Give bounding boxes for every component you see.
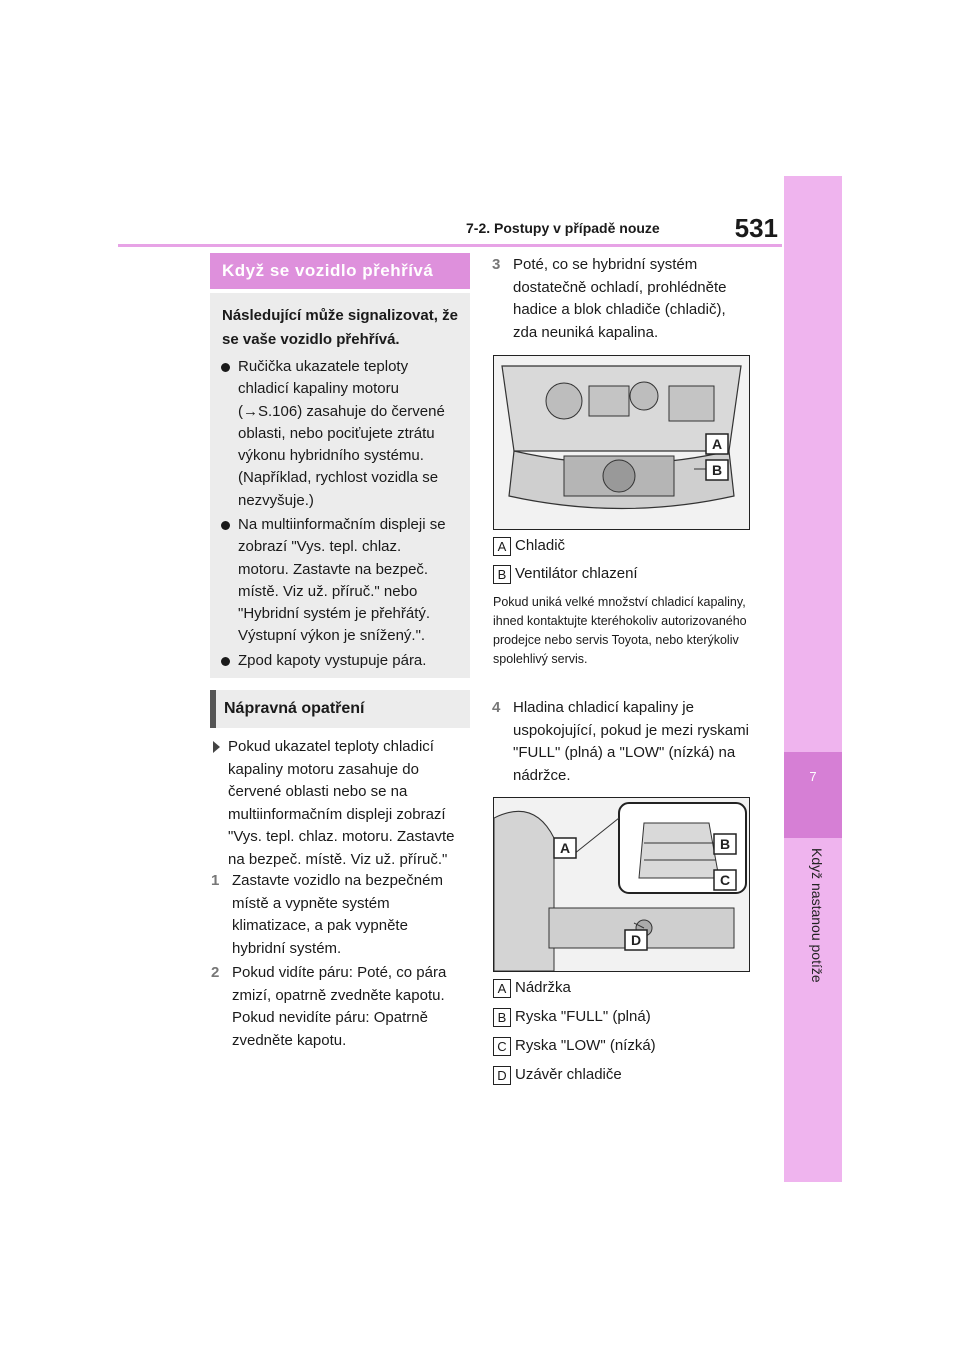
triangle-bullet-icon [213, 741, 220, 753]
overheat-heading: Když se vozidlo přehřívá [210, 253, 470, 289]
remedy-step-4 [492, 697, 749, 787]
label-text: Uzávěr chladiče [515, 1066, 622, 1083]
overheat-bullet-3 [238, 650, 460, 672]
overheat-bullet-2 [238, 514, 456, 648]
step-number: 2 [211, 964, 220, 981]
figure2-callout-c: C [719, 872, 731, 888]
remedy-step-2 [211, 962, 454, 1052]
remedy-condition-text: Pokud ukazatel teploty chladicí kapaliny motoru zasahuje do červené oblasti nebo se na multiinformačním displeji zobrazí "Vys. tepl. chlaz. motoru. Zastavte na bezpeč. místě. Viz už. příruč." [228, 738, 455, 868]
figure2-callout-a: A [559, 840, 571, 856]
step-text: Poté, co se hybridní systém dostatečně ochladí, prohlédněte hadice a blok chladiče (chladič), zda neuniká kapalina. [513, 256, 727, 341]
figure2-label-c [493, 1036, 656, 1056]
remedy-heading: Nápravná opatření [210, 690, 470, 728]
figure2-label-d [493, 1065, 622, 1085]
chapter-number: 7 [784, 752, 842, 838]
overheat-bullet-1 [238, 356, 456, 512]
label-text: Ryska "LOW" (nízká) [515, 1037, 656, 1054]
bullet-icon [221, 521, 230, 530]
label-letter: B [493, 565, 511, 584]
figure1-label-b [493, 564, 638, 584]
overheat-intro: Následující může signalizovat, že se vaše vozidlo přehřívá. [222, 307, 458, 348]
step-text: Pokud vidíte páru: Poté, co pára zmizí, opatrně zvedněte kapotu. Pokud nevidíte páru: Opatrně zvedněte kapotu. [232, 964, 447, 1049]
step-number: 4 [492, 699, 501, 716]
remedy-step-3 [492, 254, 749, 344]
bullet-text: Ručička ukazatele teploty chladicí kapaliny motoru (→S.106) zasahuje do červené oblasti, nebo pociťujete ztrátu výkonu hybridního systému. (Například, rychlost vozidla se nezvyšuje.) [238, 358, 445, 509]
engine-bay-figure [493, 355, 750, 530]
figure1-callout-b: B [711, 462, 723, 478]
chapter-title: Když nastanou potíže [809, 848, 825, 983]
reservoir-figure [493, 797, 750, 972]
step-number: 3 [492, 256, 501, 273]
figure2-callout-d: D [630, 932, 642, 948]
label-letter: D [493, 1066, 511, 1085]
label-text: Nádržka [515, 979, 571, 996]
reservoir-illustration [494, 798, 749, 971]
step-text: Hladina chladicí kapaliny je uspokojující, pokud je mezi ryskami "FULL" (plná) a "LOW" (nízká) na nádržce. [513, 699, 749, 784]
bullet-text: Zpod kapoty vystupuje pára. [238, 652, 427, 669]
bullet-icon [221, 363, 230, 372]
figure1-label-a [493, 536, 565, 556]
label-letter: A [493, 979, 511, 998]
label-text: Ryska "FULL" (plná) [515, 1008, 651, 1025]
figure2-label-b [493, 1007, 651, 1027]
remedy-condition [228, 736, 468, 871]
remedy-step-1 [211, 870, 462, 960]
step-number: 1 [211, 872, 220, 889]
label-letter: C [493, 1037, 511, 1056]
chapter-side-tab [784, 176, 842, 1182]
bullet-icon [221, 657, 230, 666]
bullet-text: Na multiinformačním displeji se zobrazí "Vys. tepl. chlaz. motoru. Zastavte na bezpeč. místě. Viz už. příruč." nebo "Hybridní systém je přehřátý. Výstupní výkon je snížený.". [238, 516, 446, 645]
label-text: Ventilátor chlazení [515, 565, 638, 582]
header-rule [118, 244, 782, 247]
label-letter: B [493, 1008, 511, 1027]
step-text: Zastavte vozidlo na bezpečném místě a vypněte systém klimatizace, a pak vypněte hybridní systém. [232, 872, 443, 957]
figure2-label-a [493, 978, 571, 998]
page-number: 531 [734, 213, 778, 243]
engine-bay-illustration [494, 356, 749, 529]
section-title: 7-2. Postupy v případě nouze [466, 220, 660, 236]
label-text: Chladič [515, 537, 566, 554]
figure2-callout-b: B [719, 836, 731, 852]
figure1-callout-a: A [711, 436, 723, 452]
leak-note: Pokud uniká velké množství chladicí kapaliny, ihned kontaktujte kteréhokoliv autorizovaného prodejce nebo servis Toyota, nebo kterýkoliv spolehlivý servis. [493, 595, 747, 666]
label-letter: A [493, 537, 511, 556]
